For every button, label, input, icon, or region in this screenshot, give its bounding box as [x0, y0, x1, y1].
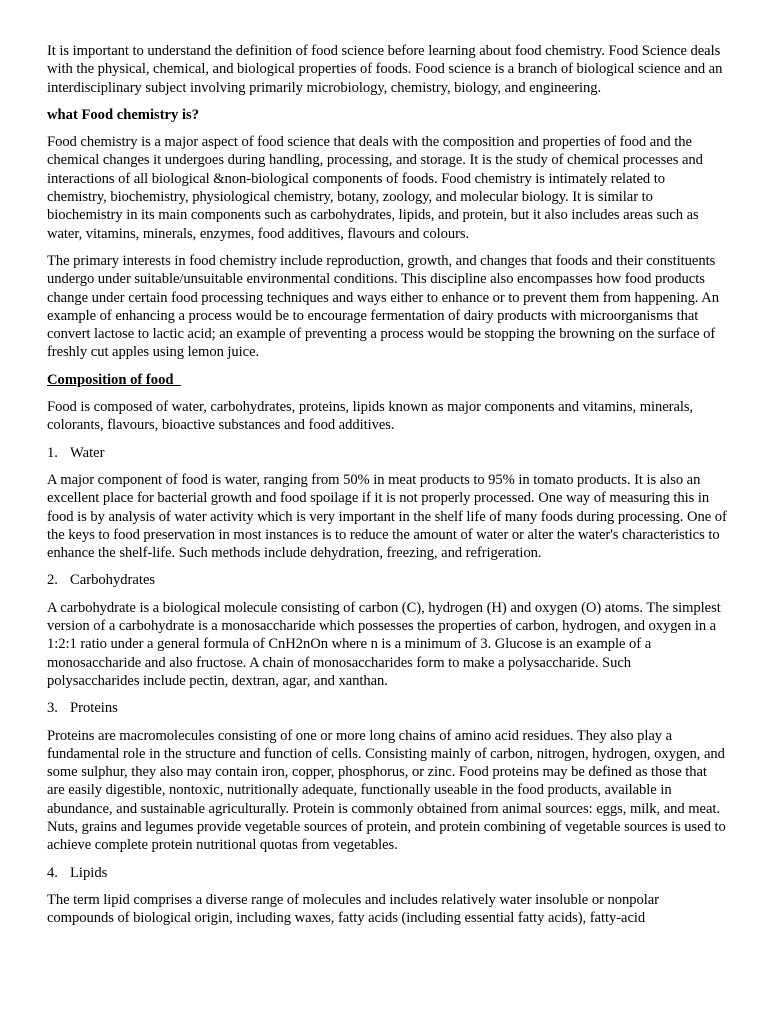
- food-chemistry-definition-paragraph: Food chemistry is a major aspect of food science that deals with the composition and properties of food and the chemical changes it undergoes during handling, processing, and storage. It is the study of chemical processes and interactions of all biological &non-biological components of foods. Food chemistry is intimately related to chemistry, biochemistry, physiological chemistry, botany, zoology, and molecular biology. It is similar to biochemistry in its main components such as carbohydrates, lipids, and protein, but it also includes areas such as water, vitamins, minerals, enzymes, food additives, flavours and colours.: [47, 134, 703, 242]
- section-title: Lipids: [70, 864, 108, 881]
- section-heading-proteins: [47, 699, 727, 717]
- section-number: 2.: [47, 572, 58, 589]
- section-number: 4.: [47, 864, 58, 881]
- food-chemistry-question-heading: what Food chemistry is?: [47, 106, 200, 123]
- section-heading-lipids: [47, 864, 727, 882]
- section-number: 1.: [47, 444, 58, 461]
- carbohydrates-paragraph: A carbohydrate is a biological molecule consisting of carbon (C), hydrogen (H) and oxygen (O) atoms. The simplest version of a carbohydrate is a monosaccharide which possesses the properties of carbon, hydrogen, and oxygen in a 1:2:1 ratio under a general formula of CnH2nOn where n is a minimum of 3. Glucose is an example of a monosaccharide and also fructose. A chain of monosaccharides form to make a polysaccharide. Such polysaccharides include pectin, dextran, agar, and xanthan.: [47, 599, 721, 689]
- section-heading-carbohydrates: [47, 571, 727, 589]
- intro-paragraph: It is important to understand the definition of food science before learning about food chemistry. Food Science deals with the physical, chemical, and biological properties of foods. Food science is a branch of biological science and an interdisciplinary subject involving primarily microbiology, chemistry, biology, and engineering.: [47, 43, 723, 96]
- section-number: 3.: [47, 700, 58, 717]
- section-title: Proteins: [70, 700, 118, 717]
- proteins-paragraph: Proteins are macromolecules consisting of one or more long chains of amino acid residues. They also play a fundamental role in the structure and function of cells. Consisting mainly of carbon, nitrogen, hydrogen, oxygen, and some sulphur, they also may contain iron, copper, phosphorus, or zinc. Food proteins may be defined as those that are easily digestible, nontoxic, nutritionally adequate, functionally useable in the food products, available in abundance, and sustainable agriculturally. Protein is commonly obtained from animal sources: eggs, milk, and meat. Nuts, grains and legumes provide vegetable sources of protein, and protein combining of vegetable sources is used to achieve complete protein nutritional quotas from vegetables.: [47, 727, 726, 854]
- lipids-paragraph: The term lipid comprises a diverse range of molecules and includes relatively water insoluble or nonpolar compounds of biological origin, including waxes, fatty acids (including essential fatty acids), fatty-acid: [47, 891, 659, 927]
- food-chemistry-interests-paragraph: The primary interests in food chemistry include reproduction, growth, and changes that foods and their constituents undergo under suitable/unsuitable environmental conditions. This discipline also encompasses how food products change under certain food processing techniques and ways either to enhance or to prevent them from happening. An example of enhancing a process would be to encourage fermentation of dairy products with microorganisms that convert lactose to lactic acid; an example of preventing a process would be stopping the browning on the surface of freshly cut apples using lemon juice.: [47, 252, 719, 361]
- composition-paragraph: Food is composed of water, carbohydrates, proteins, lipids known as major components and vitamins, minerals, colorants, flavours, bioactive substances and food additives.: [47, 399, 694, 434]
- water-paragraph: A major component of food is water, ranging from 50% in meat products to 95% in tomato products. It is also an excellent place for bacterial growth and food spoilage if it is not properly processed. One way of measuring this in food is by analysis of water activity which is very important in the shelf life of many foods during processing. One of the keys to food preservation in most instances is to reduce the amount of water or alter the water's characteristics to enhance the shelf-life. Such methods include dehydration, freezing, and refrigeration.: [47, 471, 727, 562]
- section-title: Water: [70, 444, 105, 461]
- composition-heading: Composition of food: [47, 371, 181, 388]
- section-heading-water: [47, 444, 727, 462]
- document-page: [47, 42, 727, 936]
- section-title: Carbohydrates: [70, 572, 156, 589]
